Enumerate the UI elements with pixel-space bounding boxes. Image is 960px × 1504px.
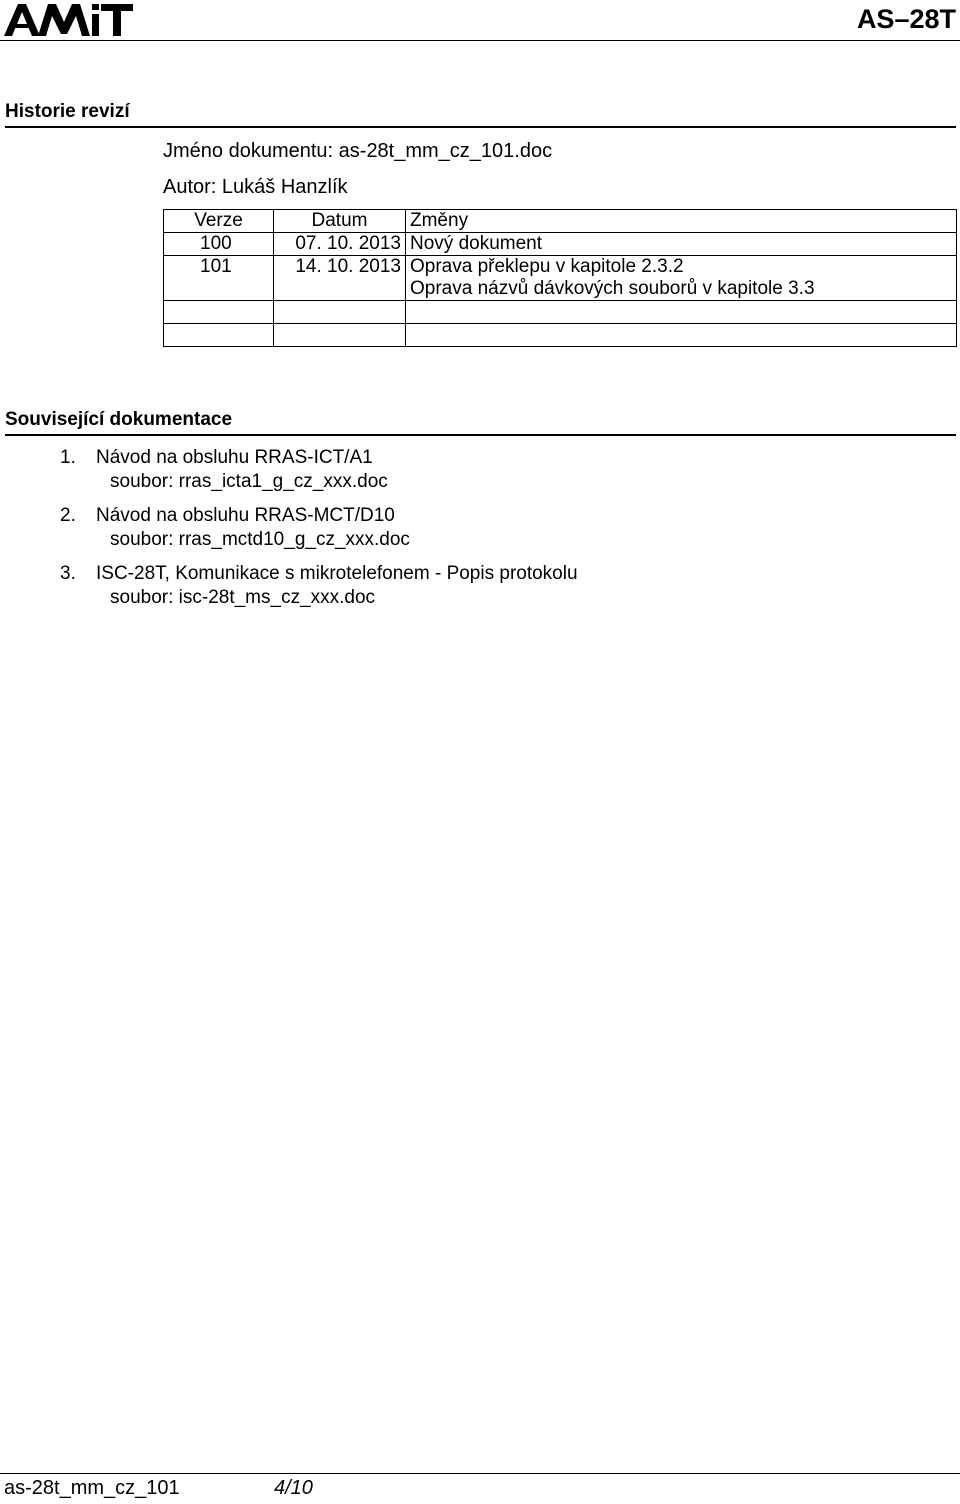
change-line: Oprava překlepu v kapitole 2.3.2 — [410, 256, 684, 277]
document-author: Autor: Lukáš Hanzlík — [163, 176, 348, 198]
revision-version: 100 — [164, 233, 274, 256]
column-header-changes: Změny — [406, 210, 957, 233]
footer-divider — [0, 1473, 960, 1474]
empty-cell — [164, 324, 274, 347]
revision-table-header — [164, 210, 957, 233]
column-header-date: Datum — [274, 210, 406, 233]
column-header-version: Verze — [164, 210, 274, 233]
footer-filename: as-28t_mm_cz_101 — [4, 1477, 180, 1499]
empty-cell — [406, 324, 957, 347]
item-file: soubor: rras_mctd10_g_cz_xxx.doc — [110, 529, 410, 550]
change-line: Oprava názvů dávkových souborů v kapitole 3.3 — [410, 278, 815, 299]
list-item — [60, 504, 940, 552]
item-number: 2. — [60, 505, 76, 526]
table-row — [164, 233, 957, 256]
related-docs-list — [60, 446, 940, 620]
related-docs-heading: Související dokumentace — [5, 407, 956, 436]
item-title: ISC-28T, Komunikace s mikrotelefonem - Popis protokolu — [96, 563, 578, 584]
revision-date: 07. 10. 2013 — [274, 233, 406, 256]
table-row — [164, 256, 957, 301]
item-number: 3. — [60, 563, 76, 584]
revision-version: 101 — [164, 256, 274, 301]
empty-cell — [274, 301, 406, 324]
change-line: Nový dokument — [410, 233, 543, 254]
revision-history-heading: Historie revizí — [5, 99, 956, 128]
page-number: 4/10 — [274, 1477, 313, 1499]
item-number: 1. — [60, 447, 76, 468]
revision-date: 14. 10. 2013 — [274, 256, 406, 301]
revision-table — [163, 209, 957, 347]
empty-table-row — [164, 301, 957, 324]
revision-changes — [406, 256, 957, 301]
item-title: Návod na obsluhu RRAS-MCT/D10 — [96, 505, 395, 526]
empty-cell — [164, 301, 274, 324]
empty-table-row — [164, 324, 957, 347]
document-name: Jméno dokumentu: as-28t_mm_cz_101.doc — [163, 140, 553, 162]
item-file: soubor: isc-28t_ms_cz_xxx.doc — [110, 587, 376, 608]
list-item — [60, 446, 940, 494]
revision-changes — [406, 233, 957, 256]
empty-cell — [274, 324, 406, 347]
item-title: Návod na obsluhu RRAS-ICT/A1 — [96, 447, 373, 468]
list-item — [60, 562, 940, 610]
empty-cell — [406, 301, 957, 324]
item-file: soubor: rras_icta1_g_cz_xxx.doc — [110, 471, 388, 492]
document-code: AS–28T — [856, 4, 956, 34]
amit-logo — [4, 2, 134, 38]
header-divider — [0, 40, 960, 41]
